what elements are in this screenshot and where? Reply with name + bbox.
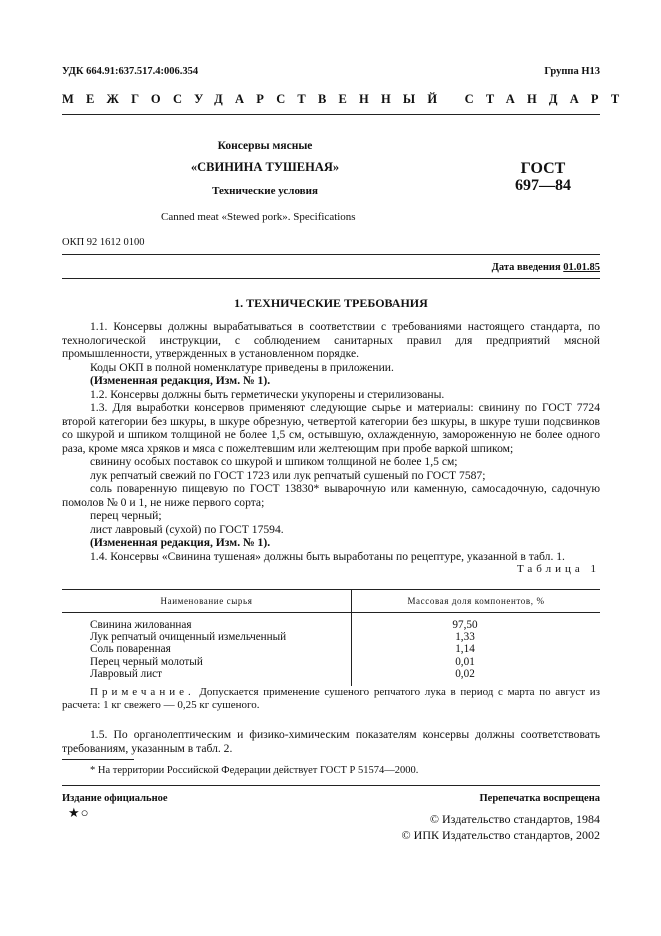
group-code: Группа Н13 <box>544 66 600 77</box>
copyright-1984: © Издательство стандартов, 1984 <box>429 812 600 826</box>
ingredient-name: Свинина жилованная <box>90 619 192 631</box>
ingredient-name: Перец черный молотый <box>90 655 203 668</box>
gost-label: ГОСТ <box>520 160 566 177</box>
table-row <box>62 668 600 686</box>
footer-rule <box>62 785 600 786</box>
table-note <box>62 686 600 712</box>
paragraph-1-3d: перец черный; <box>90 509 162 522</box>
paragraph-1-3a: свинину особых поставок со шкурой и шпиком толщиной не более 1,5 см; <box>90 455 458 468</box>
paragraph-1-1: 1.1. Консервы должны вырабатываться в соответствии с требованиями настоящего стандарта, по технологической инструкции, с соблюдением санитарных правил для предприятий мясной промышленности, утвержденных в установленном порядке. <box>62 320 600 360</box>
banner-rule <box>62 114 600 115</box>
edit-note-1: (Измененная редакция, Изм. № 1). <box>90 374 271 387</box>
copyright-2002: © ИПК Издательство стандартов, 2002 <box>401 828 600 842</box>
paragraph-1-1b: Коды ОКП в полной номенклатуре приведены в приложении. <box>90 360 394 374</box>
date-rule <box>62 278 600 279</box>
ingredient-name: Соль поваренная <box>90 643 171 656</box>
okp-code: ОКП 92 1612 0100 <box>62 237 145 248</box>
intro-date-value: 01.01.85 <box>563 262 600 273</box>
footnote: * На территории Российской Федерации действует ГОСТ Р 51574—2000. <box>90 765 419 776</box>
table-row <box>62 613 600 632</box>
okp-rule <box>62 254 600 255</box>
official-edition: Издание официальное <box>62 793 168 804</box>
section-title: 1. ТЕХНИЧЕСКИЕ ТРЕБОВАНИЯ <box>234 296 428 310</box>
english-title: Canned meat «Stewed pork». Specifications <box>161 211 356 223</box>
paragraph-1-3b: лук репчатый свежий по ГОСТ 1723 или лук репчатый сушеный по ГОСТ 7587; <box>90 468 486 482</box>
ingredient-share: 1,14 <box>352 643 601 655</box>
table-header-share: Массовая доля компонентов, % <box>352 590 601 613</box>
table-row <box>62 631 600 643</box>
ingredient-share: 1,33 <box>352 631 601 643</box>
paragraph-1-3c: соль поваренную пищевую по ГОСТ 13830* выварочную или каменную, самосадочную, садочную помолов № 0 и 1, не ниже первого сорта; <box>62 482 600 509</box>
edition-marks: ★○ <box>68 805 90 820</box>
paragraph-1-4: 1.4. Консервы «Свинина тушеная» должны быть выработаны по рецептуре, указанной в табл. 1. <box>90 549 565 563</box>
recipe-table <box>62 589 600 686</box>
intro-date-label: Дата введения <box>491 262 561 273</box>
ingredient-name: Лавровый лист <box>90 667 163 680</box>
edit-note-2: (Измененная редакция, Изм. № 1). <box>90 536 271 549</box>
paragraph-1-3: 1.3. Для выработки консервов применяют следующие сырье и материалы: свинину по ГОСТ 7724 второй категории без шкуры, в шкуре обрезную, четвертой категории без шкуры, в шкуре туши подсвинков со шкурой и шпиком толщиной не более 1,5 см, остывшую, охлажденную, замороженную не более одного раза, кроме мяса хряков и мяса с пожелтевшим или желтеющим при пробе варкой шпиком; <box>62 401 600 455</box>
intro-date <box>430 262 600 273</box>
table-row <box>62 656 600 668</box>
body-text <box>62 320 600 577</box>
table-caption: Таблица 1 <box>516 563 600 575</box>
footnote-rule <box>62 759 134 760</box>
ingredient-share: 0,02 <box>352 668 601 686</box>
title-line-2: «СВИНИНА ТУШЕНАЯ» <box>190 160 340 174</box>
udk-code: УДК 664.91:637.517.4:006.354 <box>62 66 199 77</box>
reprint-notice: Перепечатка воспрещена <box>479 793 600 804</box>
note-label: Примечание. <box>90 686 195 698</box>
title-line-1: Консервы мясные <box>217 140 313 152</box>
ingredient-share: 97,50 <box>352 613 601 632</box>
paragraph-1-3e: лист лавровый (сухой) по ГОСТ 17594. <box>90 522 284 536</box>
table-row <box>62 643 600 655</box>
note-text: Допускается применение сушеного репчатого лука в период с марта по август из расчета: 1 кг свежего — 0,25 кг сушеного. <box>62 686 600 711</box>
table-header-name: Наименование сырья <box>62 590 352 613</box>
note-block <box>62 686 600 755</box>
ingredient-name: Лук репчатый очищенный измельченный <box>90 631 287 644</box>
title-line-3: Технические условия <box>212 185 318 197</box>
gost-number: 697—84 <box>515 177 571 194</box>
paragraph-1-5: 1.5. По органолептическим и физико-химическим показателям консервы должны соответствовать требованиям, указанным в табл. 2. <box>62 728 600 755</box>
paragraph-1-2: 1.2. Консервы должны быть герметически укупорены и стерилизованы. <box>90 387 445 401</box>
standard-banner: МЕЖГОСУДАРСТВЕННЫЙ СТАНДАРТ <box>62 92 632 106</box>
ingredient-share: 0,01 <box>352 656 601 668</box>
